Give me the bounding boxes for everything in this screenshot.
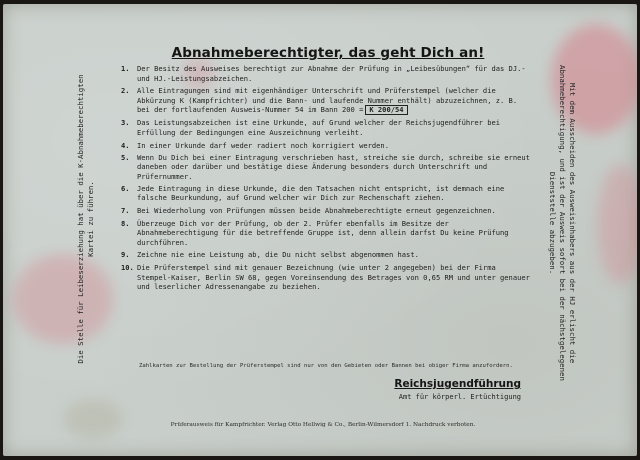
item-text: Der Besitz des Ausweises berechtigt zur Abnahme der Prüfung in „Leibesübungen“ für das DJ.- und HJ.-Leistungsabzeichen.: [137, 64, 526, 83]
publisher-footer: Prüferausweis für Kampfrichter. Verlag Otto Hellwig & Co., Berlin-Wilmersdorf 1. Nachdruck verboten.: [170, 422, 476, 428]
issuer-name: Reichsjugendführung: [394, 378, 521, 390]
stain: [13, 254, 113, 344]
item-text: Überzeuge Dich vor der Prüfung, ob der 2. Prüfer ebenfalls im Besitze der Abnahmeberechtigung für die betreffende Gruppe ist, denn allein darfst Du keine Prüfung durchführen.: [137, 218, 509, 247]
stamp-example: K 200/54: [365, 105, 407, 115]
ordering-note: Zahlkarten zur Bestellung der Prüferstempel sind nur von den Gebieten oder Bannen bei obiger Firma anzufordern.: [139, 363, 513, 369]
item-number: 5.: [121, 152, 130, 162]
item-number: 4.: [121, 140, 130, 150]
margin-line: Abnahmeberechtigung, und ist der Ausweis sofort bei der nächstgelegenen: [558, 65, 567, 381]
list-item: [121, 263, 531, 292]
item-text: Alle Eintragungen sind mit eigenhändiger Unterschrift und Prüferstempel (welcher die Abkürzung K (Kampfrichter) und die Bann- und laufende Nummer enthält) abzuzeichnen, z. B. bei der fortlaufenden Ausweis-Nummer 54 im Bann 200 =: [137, 86, 518, 115]
right-margin-note: [535, 45, 577, 401]
list-item: [121, 184, 531, 203]
item-text: Die Prüferstempel sind mit genauer Bezeichnung (wie unter 2 angegeben) bei der Firma Stempel-Kaiser, Berlin SW 68, gegen Voreinsendung des Betrages von 0,65 RM und unter genauer und leserlicher Adressenangabe zu beziehen.: [137, 263, 530, 291]
list-item: [121, 86, 531, 115]
list-item: [121, 141, 531, 151]
item-number: 3.: [121, 118, 130, 128]
item-text: Zeichne nie eine Leistung ab, die Du nicht selbst abgenommen hast.: [137, 250, 419, 260]
list-item: [121, 219, 531, 248]
stain: [63, 399, 123, 439]
item-text: Bei Wiederholung von Prüfungen müssen beide Abnahmeberechtigte erneut gegenzeichnen.: [137, 205, 496, 215]
left-margin-note: [76, 44, 98, 394]
list-item: [121, 64, 531, 83]
rules-list: [121, 64, 531, 295]
document-card: [3, 4, 637, 456]
item-number: 9.: [121, 250, 130, 260]
document-title: Abnahmeberechtigter, das geht Dich an!: [171, 45, 485, 61]
item-number: 7.: [121, 205, 130, 215]
item-number: 2.: [121, 86, 130, 96]
stain: [598, 164, 637, 284]
list-item: [121, 250, 531, 260]
item-text-with-stamp: [137, 86, 531, 115]
item-number: 1.: [121, 64, 130, 73]
item-number: 10.: [121, 263, 134, 272]
margin-line: Dienststelle abzugeben.: [548, 171, 557, 275]
item-text: Jede Eintragung in diese Urkunde, die den Tatsachen nicht entspricht, ist demnach eine falsche Beurkundung, auf Grund welcher wir Dich zur Rechenschaft ziehen.: [137, 183, 505, 203]
issuer-department: Amt für körperl. Ertüchtigung: [398, 393, 521, 401]
item-number: 8.: [121, 218, 130, 228]
item-text: Wenn Du Dich bei einer Eintragung verschrieben hast, streiche sie durch, schreibe sie erneut daneben oder darüber und bestätige diese Änderung besonders durch Unterschrift und Prüfernummer.: [137, 152, 530, 181]
item-number: 6.: [121, 183, 130, 193]
margin-line: Mit dem Ausscheiden des Ausweisinhabers aus der HJ erlischt die: [568, 82, 577, 364]
margin-line: Die Stelle für Leibeserziehung hat über die K-Abnahmeberechtigten: [76, 74, 85, 364]
list-item: [121, 206, 531, 216]
list-item: [121, 153, 531, 182]
item-text: In einer Urkunde darf weder radiert noch korrigiert werden.: [137, 140, 389, 150]
item-text: Das Leistungsabzeichen ist eine Urkunde, auf Grund welcher der Reichsjugendführer bei Erfüllung der Bedingungen eine Auszeichnung verleiht.: [137, 118, 501, 137]
list-item: [121, 118, 531, 137]
margin-line: Kartei zu führen.: [86, 181, 95, 257]
